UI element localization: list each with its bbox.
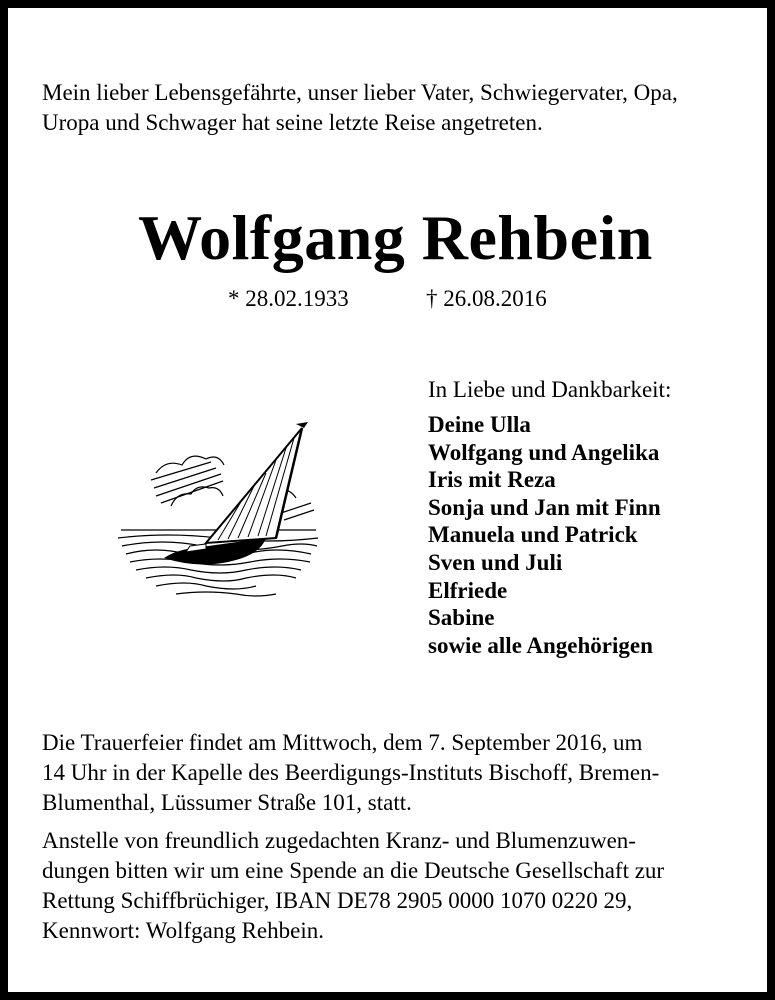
text-line: Kennwort: Wolfgang Rehbein. [42, 918, 324, 943]
list-item: Manuela und Patrick [428, 522, 638, 548]
list-item: Elfriede [428, 577, 508, 603]
mourners-list [428, 411, 661, 659]
text-line: Anstelle von freundlich zugedachten Kranz- und Blumenzuwen- [42, 828, 636, 853]
text-line: Rettung Schiffbrüchiger, IBAN DE78 2905 0000 1070 0220 29, [42, 888, 633, 913]
list-item: Iris mit Reza [428, 467, 556, 493]
list-item: Sabine [428, 605, 495, 631]
death-date: † 26.08.2016 [426, 286, 547, 311]
intro-line: Uropa und Schwager hat seine letzte Reise angetreten. [42, 110, 543, 135]
birth-date: * 28.02.1933 [228, 286, 349, 311]
donation-paragraph [42, 826, 754, 946]
list-item: sowie alle Angehörigen [428, 632, 653, 658]
sailboat-icon [116, 418, 321, 608]
text-line: dungen bitten wir um eine Spende an die Deutsche Gesellschaft zur [42, 858, 665, 883]
list-item: Deine Ulla [428, 412, 531, 437]
ceremony-paragraph [42, 728, 754, 818]
list-item: Wolfgang und Angelika [428, 439, 660, 465]
text-line: 14 Uhr in der Kapelle des Beerdigungs-Instituts Bischoff, Bremen- [42, 760, 660, 785]
intro-text [42, 78, 754, 138]
text-line: Blumenthal, Lüssumer Straße 101, statt. [42, 790, 412, 815]
intro-line: Mein lieber Lebensgefährte, unser lieber Vater, Schwiegervater, Opa, [42, 80, 678, 105]
deceased-name: Wolfgang Rehbein [138, 202, 653, 273]
list-item: Sonja und Jan mit Finn [428, 494, 661, 520]
list-item: Sven und Juli [428, 549, 563, 575]
thanks-heading: In Liebe und Dankbarkeit: [428, 377, 672, 402]
text-line: Die Trauerfeier findet am Mittwoch, dem 7. September 2016, um [42, 730, 643, 755]
